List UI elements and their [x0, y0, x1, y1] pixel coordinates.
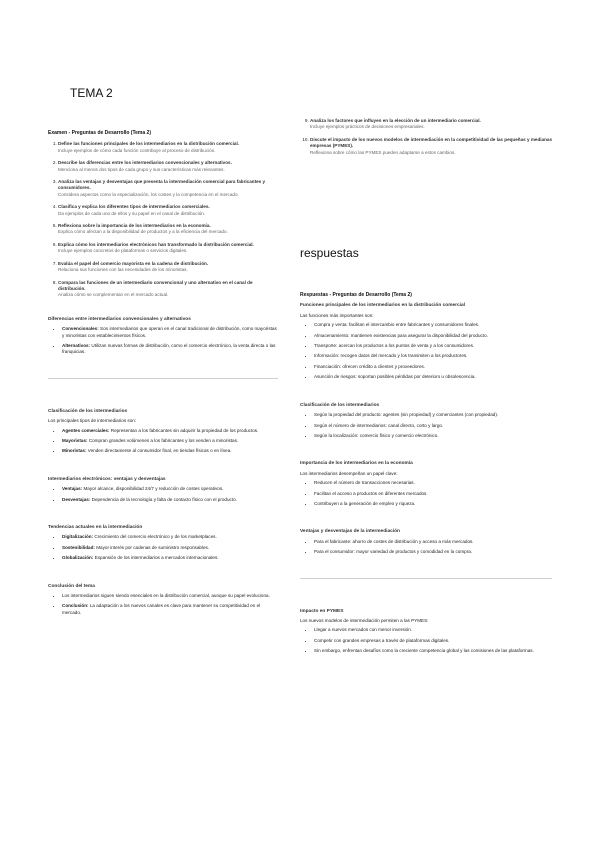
list-item: • Contribuyen a la generación de empleo y riqueza.	[314, 501, 552, 507]
list-item: • Alternativos: Utilizan nuevas formas de distribución, como el comercio electrónico, la venta directa o las franquicias.	[62, 343, 278, 356]
list-item: • Llegar a nuevos mercados con menor inversión.	[314, 627, 552, 633]
question-item: 9. Analiza los factores que influyen en la elección de un intermediario comercial. Incluye ejemplos prácticos de decisiones empresariales.	[310, 118, 552, 131]
list-item: • Reducen el número de transacciones necesarias.	[314, 480, 552, 486]
right-column	[300, 118, 552, 677]
list-item: • Información: recogen datos del mercado y los transmiten a los productores.	[314, 353, 552, 359]
list-item: • Conclusión: La adaptación a los nuevos canales es clave para mantener su competitividad en el mercado.	[62, 603, 278, 616]
list-item: • Asunción de riesgos: soportan posibles pérdidas por deterioro u obsolescencia.	[314, 374, 552, 380]
question-item: 1. Define las funciones principales de los intermediarios en la distribución comercial. Incluye ejemplos de cómo cada función contribuye al proceso de distribución.	[58, 141, 278, 154]
question-item: 10. Discute el impacto de los nuevos modelos de intermediación en la competitividad de las pequeñas y medianas empresas (PYMES). Reflexiona sobre cómo las PYMES pueden adaptarse a estos cambios.	[310, 137, 552, 156]
answer-block: Funciones principales de los intermediarios en la distribución comercial Las funciones más importantes son: • Compra y venta: facilitan el intercambio entre fabricantes y consumidores finales. • Almacenamiento: mantienen existencias para asegurar la disponibilidad del producto. • Transporte: acercan los productos a los puntos de venta y a los consumidores. • Información: recogen datos del mercado y los transmiten a los productores. • Financiación: ofrecen crédito a clientes y proveedores. • Asunción de riesgos: soportan posibles pérdidas por deterioro u obsolescencia.	[300, 303, 552, 380]
question-item: 4. Clasifica y explica los diferentes tipos de intermediarios comerciales. Da ejemplos de cada uno de ellos y su papel en el canal de distribución.	[58, 204, 278, 217]
list-item: • Compra y venta: facilitan el intercambio entre fabricantes y consumidores finales.	[314, 322, 552, 328]
list-item: • Según la propiedad del producto: agentes (sin propiedad) y comerciantes (con propiedad).	[314, 412, 552, 418]
list-item: • Sostenibilidad: Mayor interés por cadenas de suministro responsables.	[62, 545, 278, 551]
answer-block: Clasificación de los intermediarios Los principales tipos de intermediarios son: • Agentes comerciales: Representan a los fabricantes sin adquirir la propiedad de los productos. • Mayoristas: Compran grandes volúmenes a los fabricantes y los venden a minoristas. • Minoristas: Venden directamente al consumidor final, en tiendas físicas o en línea.	[48, 409, 278, 455]
divider	[48, 378, 278, 379]
list-item: • Los intermediarios siguen siendo esenciales en la distribución comercial, aunque su papel evoluciona.	[62, 593, 278, 599]
question-list-continued	[300, 118, 552, 156]
answers-heading: Respuestas - Preguntas de Desarrollo (Tema 2)	[300, 292, 412, 299]
list-item: • Para el fabricante: ahorro de costes de distribución y acceso a más mercados.	[314, 539, 552, 545]
divider	[300, 578, 552, 579]
page-title-right: respuestas	[300, 246, 359, 261]
list-item: • Almacenamiento: mantienen existencias para asegurar la disponibilidad del producto.	[314, 333, 552, 339]
list-item: • Minoristas: Venden directamente al consumidor final, en tiendas físicas o en línea.	[62, 448, 278, 454]
question-item: 7. Evalúa el papel del comercio mayorista en la cadena de distribución. Relaciona sus funciones con las necesidades de los minoristas.	[58, 261, 278, 274]
list-item: • Competir con grandes empresas a través de plataformas digitales.	[314, 638, 552, 644]
list-item: • Globalización: Expansión de los intermediarios a mercados internacionales.	[62, 555, 278, 561]
list-item: • Facilitan el acceso a productos en diferentes mercados.	[314, 491, 552, 497]
list-item: • Mayoristas: Compran grandes volúmenes a los fabricantes y los venden a minoristas.	[62, 438, 278, 444]
left-column	[48, 86, 278, 638]
page-title-left: TEMA 2	[70, 86, 113, 100]
list-item: • Ventajas: Mayor alcance, disponibilidad 24/7 y reducción de costes operativos.	[62, 486, 278, 492]
list-item: • Sin embargo, enfrentan desafíos como la creciente competencia global y las comisiones de las plataformas.	[314, 648, 552, 654]
list-item: • Para el consumidor: mayor variedad de productos y comodidad en la compra.	[314, 549, 552, 555]
list-item: • Según el número de intermediarios: canal directo, corto y largo.	[314, 423, 552, 429]
question-list	[48, 141, 278, 298]
list-item: • Transporte: acercan los productos a los puntos de venta y a los consumidores.	[314, 343, 552, 349]
answer-block: Importancia de los intermediarios en la economía Los intermediarios desempeñan un papel clave: • Reducen el número de transacciones necesarias. • Facilitan el acceso a productos en diferentes mercados. • Contribuyen a la generación de empleo y riqueza.	[300, 461, 552, 507]
answer-block: Clasificación de los intermediarios • Según la propiedad del producto: agentes (sin propiedad) y comerciantes (con propiedad). • Según el número de intermediarios: canal directo, corto y largo. • Según la localización: comercio físico y comercio electrónico.	[300, 403, 552, 440]
answer-block: Ventajas y desventajas de la intermediación • Para el fabricante: ahorro de costes de distribución y acceso a más mercados. • Para el consumidor: mayor variedad de productos y comodidad en la compra.	[300, 529, 552, 555]
list-item: • Financiación: ofrecen crédito a clientes y proveedores.	[314, 364, 552, 370]
list-item: • Desventajas: Dependencia de la tecnología y falta de contacto físico con el producto.	[62, 497, 278, 503]
exam-heading: Examen - Preguntas de Desarrollo (Tema 2)	[48, 130, 151, 136]
list-item: • Convencionales: Son intermediarios que operan en el canal tradicional de distribución, como mayoristas y minoristas con establecimientos físicos.	[62, 326, 278, 339]
question-item: 3. Analiza las ventajas y desventajas que presenta la intermediación comercial para fabricantes y consumidores. Considera aspectos como la especialización, los costes y la competencia en el mercado.	[58, 179, 278, 198]
answer-block: Impacto en PYMES Los nuevos modelos de intermediación permiten a las PYMES: • Llegar a nuevos mercados con menor inversión. • Competir con grandes empresas a través de plataformas digitales. • Sin embargo, enfrentan desafíos como la creciente competencia global y las comisiones de las plataformas.	[300, 609, 552, 655]
question-item: 8. Compara las funciones de un intermediario convencional y uno alternativo en el canal de distribución. Analiza cómo se complementan en el mercado actual.	[58, 280, 278, 299]
list-item: • Según la localización: comercio físico y comercio electrónico.	[314, 433, 552, 439]
question-item: 2. Describe las diferencias entre los intermediarios convencionales y alternativos. Menciona al menos dos tipos de cada grupo y sus características más relevantes.	[58, 160, 278, 173]
list-item: • Agentes comerciales: Representan a los fabricantes sin adquirir la propiedad de los productos.	[62, 428, 278, 434]
answer-block: Tendencias actuales en la intermediación • Digitalización: Crecimiento del comercio electrónico y de los marketplaces. • Sostenibilidad: Mayor interés por cadenas de suministro responsables. • Globalización: Expansión de los intermediarios a mercados internacionales.	[48, 525, 278, 562]
question-item: 5. Reflexiona sobre la importancia de los intermediarios en la economía. Explica cómo afectan a la disponibilidad de productos y a la eficiencia del mercado.	[58, 223, 278, 236]
question-item: 6. Explica cómo los intermediarios electrónicos han transformado la distribución comercial. Incluye ejemplos concretos de plataformas o servicios digitales.	[58, 242, 278, 255]
answer-block: Conclusión del tema • Los intermediarios siguen siendo esenciales en la distribución comercial, aunque su papel evoluciona. • Conclusión: La adaptación a los nuevos canales es clave para mantener su competitividad en el mercado.	[48, 584, 278, 617]
answer-block: Intermediarios electrónicos: ventajas y desventajas • Ventajas: Mayor alcance, disponibilidad 24/7 y reducción de costes operativos. • Desventajas: Dependencia de la tecnología y falta de contacto físico con el producto.	[48, 477, 278, 503]
list-item: • Digitalización: Crecimiento del comercio electrónico y de los marketplaces.	[62, 534, 278, 540]
answer-block: Diferencias entre intermediarios convencionales y alternativos • Convencionales: Son intermediarios que operan en el canal tradicional de distribución, como mayoristas y minoristas con establecimientos físicos. • Alternativos: Utilizan nuevas formas de distribución, como el comercio electrónico, la venta directa o las franquicias.	[48, 317, 278, 356]
